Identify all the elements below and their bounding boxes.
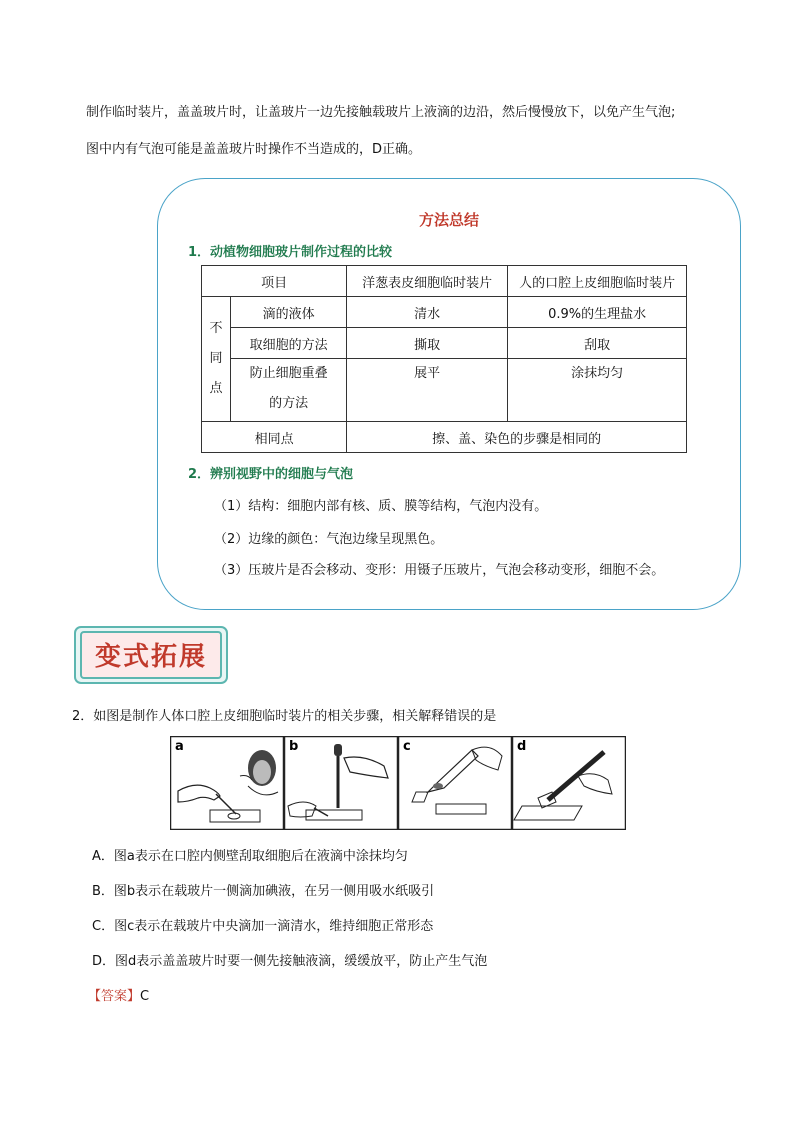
comparison-table <box>201 265 687 453</box>
intro-line-2: 图中内有气泡可能是盖盖玻片时操作不当造成的，D正确。 <box>86 142 422 157</box>
summary-title: 方法总结 <box>418 211 479 229</box>
option-d: D．图d表示盖盖玻片时要一侧先接触液滴，缓缓放平，防止产生气泡 <box>92 954 488 969</box>
row-label-line: 的方法 <box>269 396 309 411</box>
intro-line-1: 制作临时装片，盖盖玻片时，让盖玻片一边先接触载玻片上液滴的边沿，然后慢慢放下，以免产生气泡; <box>86 105 676 120</box>
table-cell: 刮取 <box>508 328 687 359</box>
table-cell: 0.9%的生理盐水 <box>508 297 687 328</box>
table-cell: 涂抹均匀 <box>508 359 687 422</box>
panel-b <box>285 737 398 830</box>
table-cell: 清水 <box>347 297 508 328</box>
header-cell: 项目 <box>202 266 347 297</box>
table-cell: 撕取 <box>347 328 508 359</box>
row-label <box>231 359 347 422</box>
row-label: 取细胞的方法 <box>231 328 347 359</box>
answer-value: C <box>140 989 150 1004</box>
option-a: A．图a表示在口腔内侧壁刮取细胞后在液滴中涂抹均匀 <box>92 849 408 864</box>
row-label-line: 防止细胞重叠 <box>249 366 328 381</box>
option-b: B．图b表示在载玻片一侧滴加碘液，在另一侧用吸水纸吸引 <box>92 884 435 899</box>
diff-char: 同 <box>209 351 223 366</box>
table-row <box>202 422 687 453</box>
answer-tag: 【答案】 <box>88 989 141 1004</box>
table-cell: 展平 <box>347 359 508 422</box>
question-stem: 2．如图是制作人体口腔上皮细胞临时装片的相关步骤，相关解释错误的是 <box>72 709 497 724</box>
panel-label-b: b <box>289 739 299 754</box>
panel-label-c: c <box>403 739 411 754</box>
panel-d <box>513 737 626 830</box>
table-row <box>202 328 687 359</box>
table-row <box>202 359 687 422</box>
same-label-cell: 相同点 <box>202 422 347 453</box>
answer-line <box>88 985 149 1004</box>
panel-label-d: d <box>517 739 527 754</box>
row-label: 滴的液体 <box>231 297 347 328</box>
table-header-row <box>202 266 687 297</box>
panel-label-a: a <box>175 739 184 754</box>
banner-text: 变式拓展 <box>94 642 207 672</box>
header-cell: 洋葱表皮细胞临时装片 <box>347 266 508 297</box>
variant-extension-banner <box>74 626 228 684</box>
point-1: （1）结构：细胞内部有核、质、膜等结构，气泡内没有。 <box>214 499 548 514</box>
section-1-heading: 1．动植物细胞玻片制作过程的比较 <box>188 245 393 260</box>
header-cell: 人的口腔上皮细胞临时装片 <box>508 266 687 297</box>
panel-a <box>171 737 284 830</box>
option-c: C．图c表示在载玻片中央滴加一滴清水，维持细胞正常形态 <box>92 919 434 934</box>
diff-label-cell <box>202 297 231 422</box>
diff-char: 点 <box>209 381 223 396</box>
point-3: （3）压玻片是否会移动、变形：用镊子压玻片，气泡会移动变形，细胞不会。 <box>214 563 665 578</box>
procedure-figure <box>170 736 626 830</box>
panel-c <box>399 737 512 830</box>
same-value-cell: 擦、盖、染色的步骤是相同的 <box>347 422 687 453</box>
point-2: （2）边缘的颜色：气泡边缘呈现黑色。 <box>214 532 444 547</box>
table-row <box>202 297 687 328</box>
section-2-heading: 2．辨别视野中的细胞与气泡 <box>188 467 354 482</box>
diff-char: 不 <box>209 321 223 336</box>
method-summary-box <box>157 178 741 610</box>
